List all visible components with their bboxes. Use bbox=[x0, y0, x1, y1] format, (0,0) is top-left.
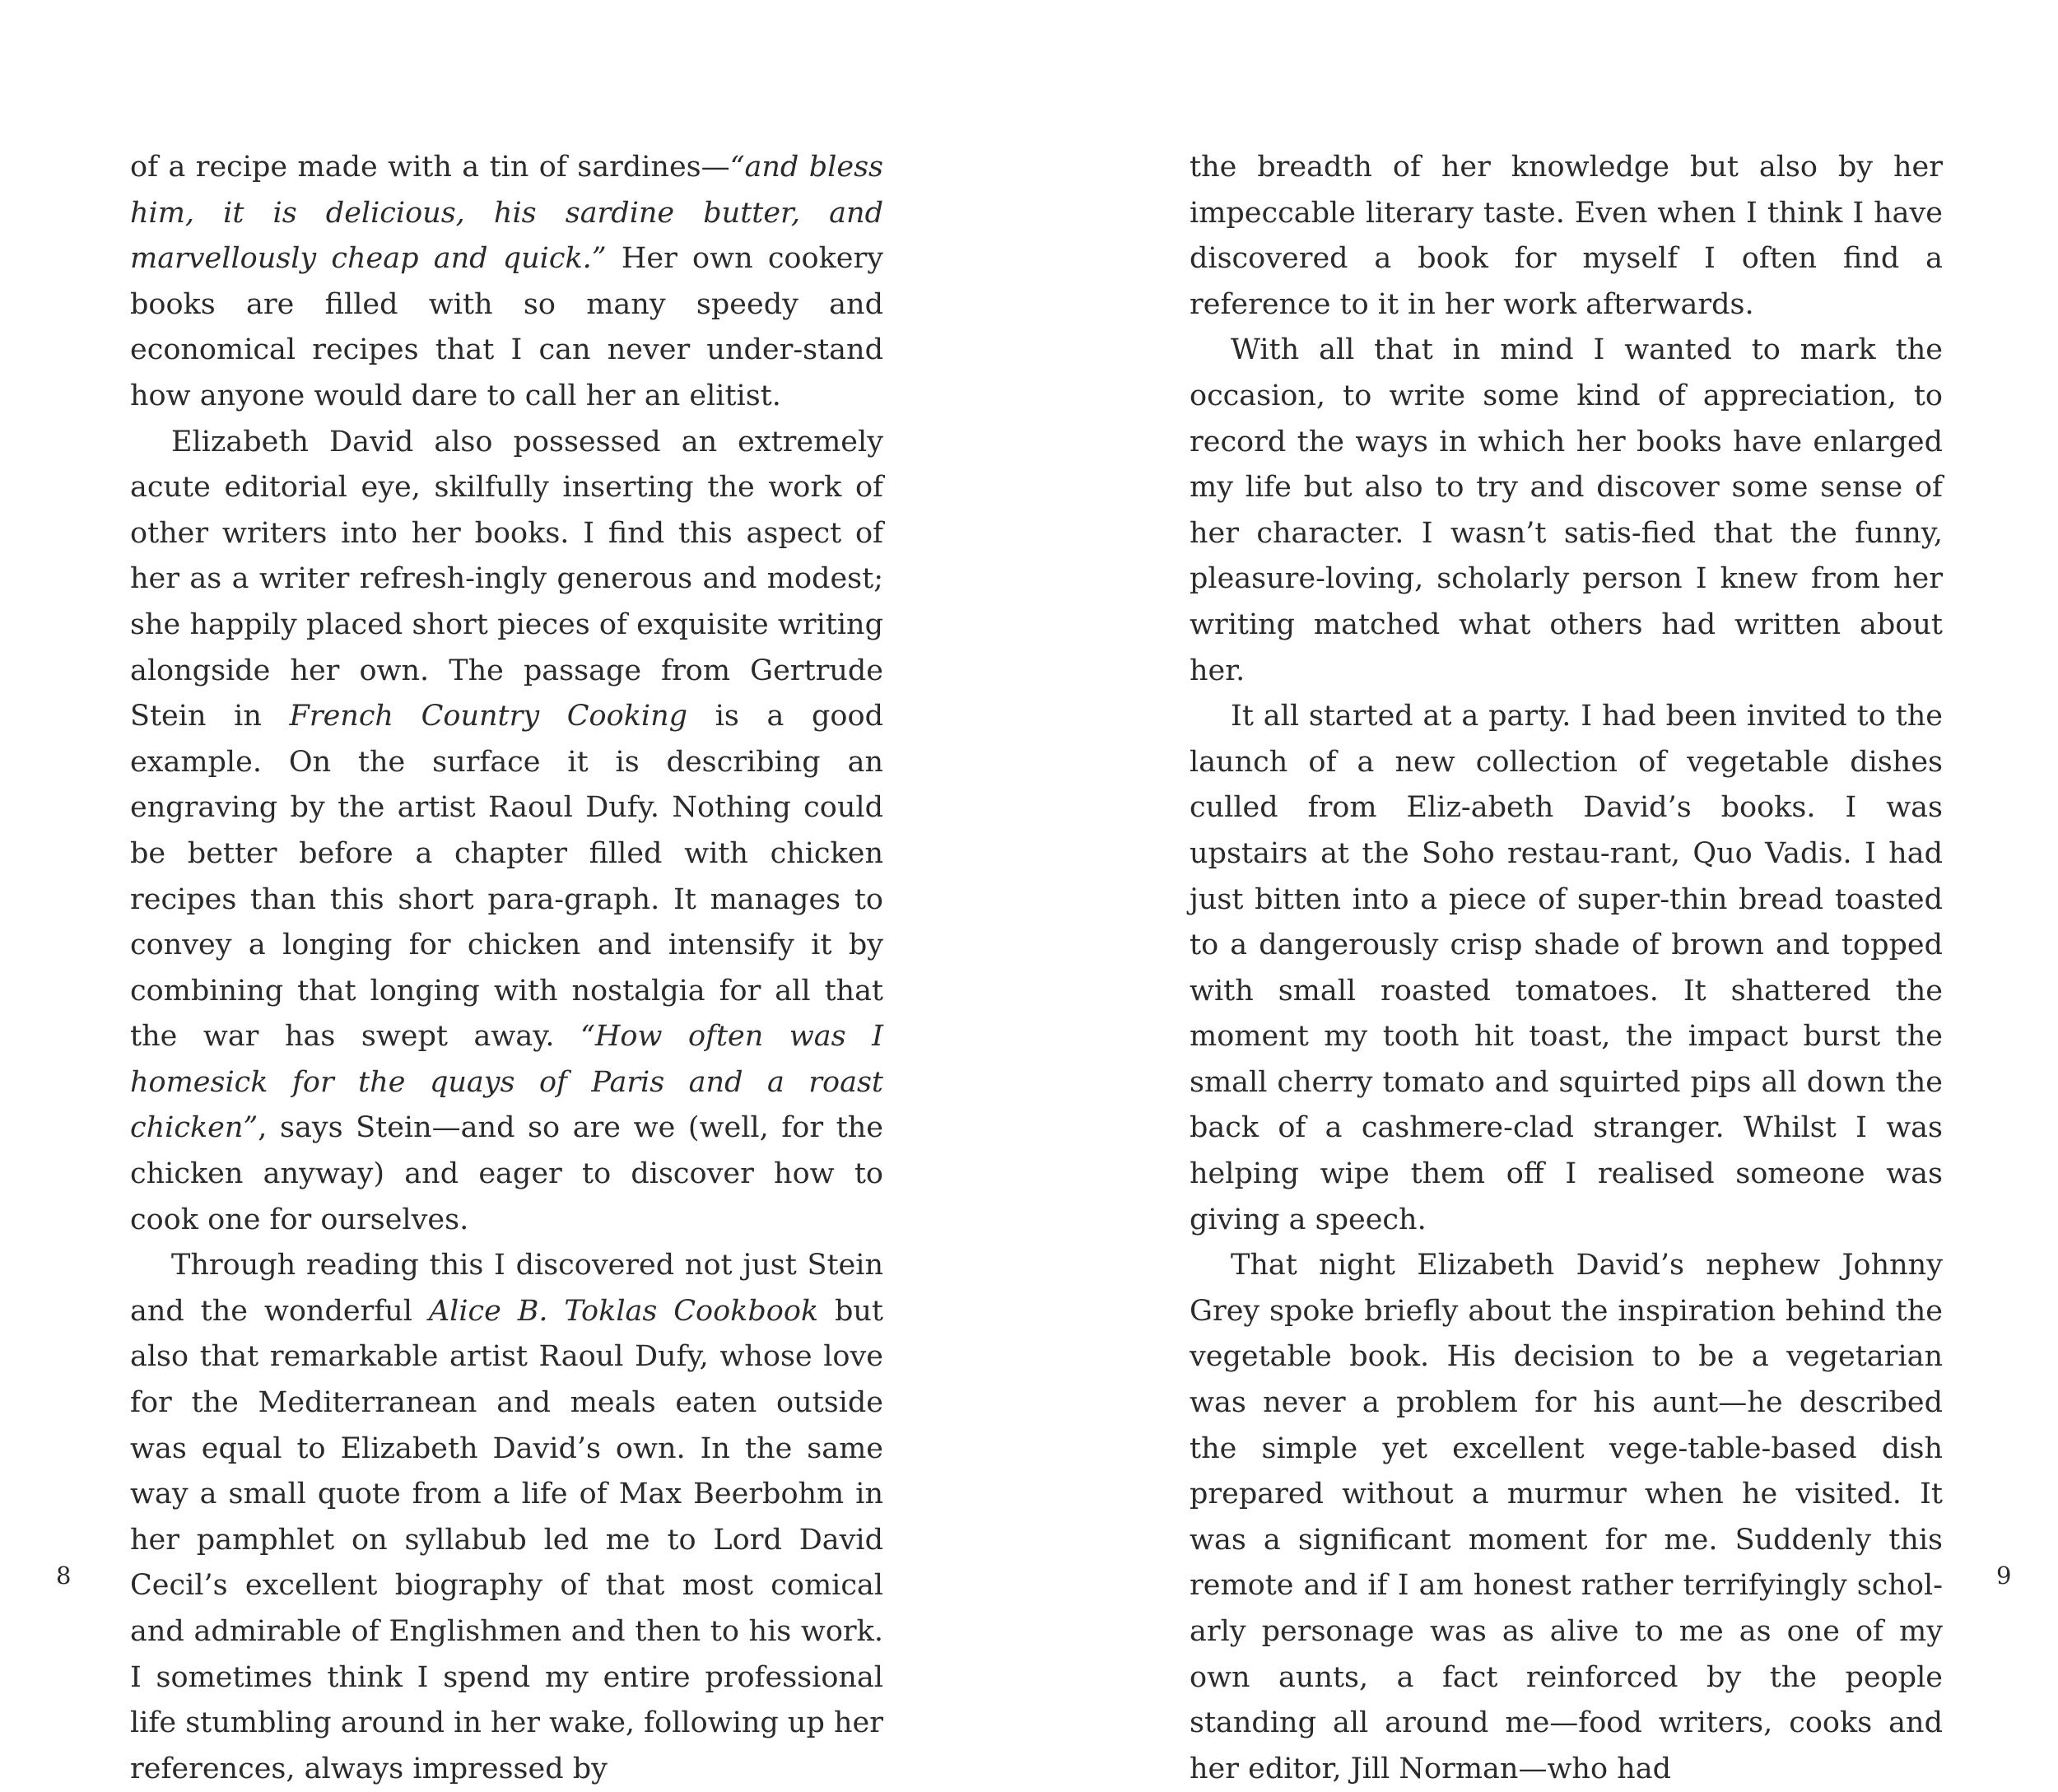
text-run: of a recipe made with a tin of sardines— bbox=[130, 151, 730, 184]
text-run: is a good example. On the surface it is describing an engraving by the artist Raoul Dufy. Nothing could be better before a chapter filled with chicken recipes than this short para-graph. It manages to convey a longing for chicken and intensify it by combining that longing with nostalgia for all that the war has swept away. bbox=[130, 700, 883, 1054]
left-page bbox=[0, 0, 1029, 1785]
right-page bbox=[1029, 0, 2058, 1785]
page-number-left: 8 bbox=[56, 1562, 72, 1590]
right-paragraph-3 bbox=[1190, 694, 1943, 1243]
left-paragraph-3 bbox=[130, 1243, 883, 1792]
text-run: Elizabeth David also possessed an extremely acute editorial eye, skilfully inserting the work of other writers into her books. I find this aspect of her as a writer refresh-ingly generous and modest; she happily placed short pieces of exquisite writing alongside her own. The passage from Gertrude Stein in bbox=[130, 425, 883, 733]
right-paragraph-1 bbox=[1190, 145, 1943, 328]
text-run: , says Stein—and so are we (well, for the chicken anyway) and eager to discover how to cook one for ourselves. bbox=[130, 1111, 883, 1236]
left-paragraph-1 bbox=[130, 145, 883, 420]
text-run: Through reading this I discovered not just Stein and the wonderful bbox=[130, 1249, 883, 1328]
right-page-text bbox=[1190, 145, 1943, 1792]
left-paragraph-2 bbox=[130, 420, 883, 1244]
text-run: It all started at a party. I had been invited to the launch of a new collection of vegetable dishes culled from Eliz-abeth David’s books. I was upstairs at the Soho restau-rant, Quo Vadis. I had just bitten into a piece of super-thin bread toasted to a dangerously crisp shade of brown and topped with small roasted tomatoes. It shattered the moment my tooth hit toast, the impact burst the small cherry tomato and squirted pips all down the back of a cashmere-clad stranger. Whilst I was helping wipe them off I realised someone was giving a speech. bbox=[1190, 700, 1943, 1236]
text-run: With all that in mind I wanted to mark the occasion, to write some kind of appreciation, to record the ways in which her books have enlarged my life but also to try and discover some sense of her character. I wasn’t satis-fied that the funny, pleasure-loving, scholarly person I knew from her writing matched what others had written about her. bbox=[1190, 333, 1943, 687]
right-paragraph-4 bbox=[1190, 1243, 1943, 1792]
book-title-italic: French Country Cooking bbox=[289, 700, 688, 733]
page-number-right: 9 bbox=[1996, 1562, 2012, 1590]
text-run: the breadth of her knowledge but also by her impeccable literary taste. Even when I think I have discovered a book for myself I often find a reference to it in her work afterwards. bbox=[1190, 151, 1943, 321]
italic-quote: “How often was I homesick for the quays of Paris and a roast chicken” bbox=[130, 1020, 884, 1145]
italic-quote: “and bless him, it is delicious, his sardine butter, and marvellously cheap and quick.” bbox=[130, 151, 883, 276]
right-paragraph-2 bbox=[1190, 328, 1943, 694]
text-run: Her own cookery books are filled with so many speedy and economical recipes that I can never under-stand how anyone would dare to call her an elitist. bbox=[130, 242, 883, 412]
book-title-italic: Alice B. Toklas Cookbook bbox=[428, 1294, 819, 1328]
left-page-text bbox=[130, 145, 883, 1792]
text-run: That night Elizabeth David’s nephew Johnny Grey spoke briefly about the inspiration behind the vegetable book. His decision to be a vegetarian was never a problem for his aunt—he described the simple yet excellent vege-table-based dish prepared without a murmur when he visited. It was a significant moment for me. Suddenly this remote and if I am honest rather terrifyingly schol-arly personage was as alive to me as one of my own aunts, a fact reinforced by the people standing all around me—food writers, cooks and her editor, Jill Norman—who had bbox=[1190, 1249, 1943, 1785]
text-run: but also that remarkable artist Raoul Dufy, whose love for the Mediterranean and meals eaten outside was equal to Elizabeth David’s own. In the same way a small quote from a life of Max Beerbohm in her pamphlet on syllabub led me to Lord David Cecil’s excellent biography of that most comical and admirable of Englishmen and then to his work. I sometimes think I spend my entire professional life stumbling around in her wake, following up her references, always impressed by bbox=[130, 1294, 883, 1785]
